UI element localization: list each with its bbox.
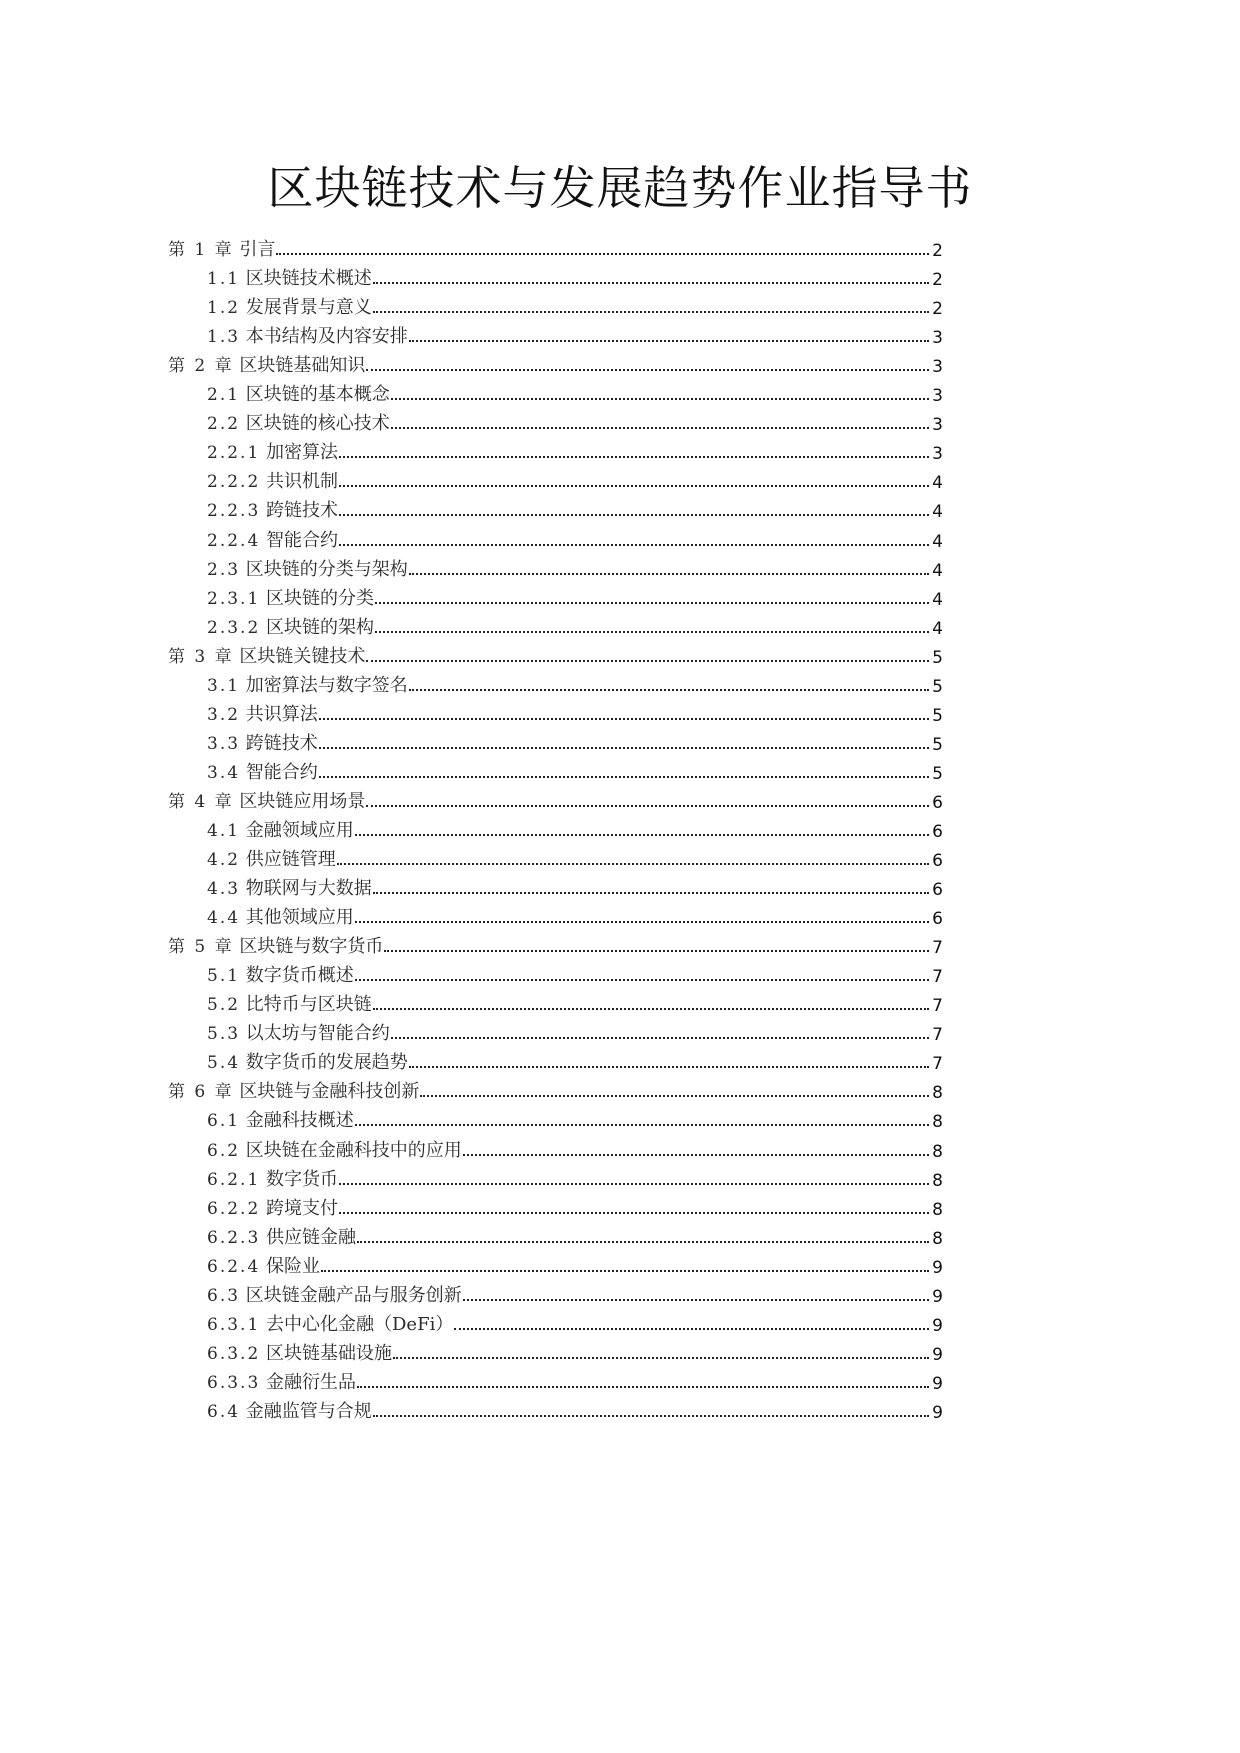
toc-entry-number: 6.3 <box>207 1285 241 1306</box>
toc-entry-section[interactable] <box>0 730 1240 759</box>
dot-leader <box>391 1035 929 1039</box>
toc-entry-text <box>207 496 943 522</box>
dot-leader <box>355 919 929 923</box>
dot-leader <box>373 890 929 894</box>
toc-entry-section[interactable] <box>0 614 1240 643</box>
toc-entry-page-number: 6 <box>932 909 943 930</box>
toc-entry-text <box>207 555 943 581</box>
toc-entry-page-number: 4 <box>932 618 943 639</box>
dot-leader <box>339 483 929 487</box>
toc-entry-number: 3.4 <box>207 762 241 783</box>
toc-entry-chapter[interactable] <box>0 1078 1240 1107</box>
toc-entry-number: 5.1 <box>207 966 241 987</box>
toc-entry-text <box>207 409 943 435</box>
dot-leader <box>373 1006 929 1010</box>
toc-entry-page-number: 4 <box>932 589 943 610</box>
toc-entry-page-number: 9 <box>932 1286 943 1307</box>
toc-entry-section[interactable] <box>0 556 1240 585</box>
toc-entry-number: 6.2.1 <box>207 1169 261 1190</box>
document-title: 区块链技术与发展趋势作业指导书 <box>267 161 973 215</box>
toc-entry-title: 加密算法与数字签名 <box>245 674 408 696</box>
dot-leader <box>409 1064 929 1068</box>
dot-leader <box>375 629 929 633</box>
dot-leader <box>391 396 929 400</box>
toc-entry-number: 第 5 章 <box>168 937 234 958</box>
toc-entry-section[interactable] <box>0 381 1240 410</box>
toc-entry-text <box>207 1136 943 1162</box>
toc-entry-title: 区块链在金融科技中的应用 <box>245 1139 462 1161</box>
toc-entry-page-number: 3 <box>932 444 943 465</box>
toc-entry-number: 2.2.4 <box>207 530 261 551</box>
toc-entry-text <box>207 903 943 929</box>
toc-entry-section[interactable] <box>0 585 1240 614</box>
dot-leader <box>319 745 929 749</box>
toc-entry-section[interactable] <box>0 817 1240 846</box>
dot-leader <box>366 658 929 662</box>
toc-entry-text <box>207 1223 943 1249</box>
toc-entry-text <box>207 671 943 697</box>
toc-entry-title: 引言 <box>239 239 276 261</box>
toc-entry-text <box>207 1339 943 1365</box>
toc-entry-page-number: 5 <box>932 763 943 784</box>
toc-entry-page-number: 5 <box>932 647 943 668</box>
toc-entry-page-number: 3 <box>932 386 943 407</box>
toc-entry-page-number: 5 <box>932 676 943 697</box>
toc-entry-title: 物联网与大数据 <box>245 878 372 900</box>
toc-entry-page-number: 4 <box>932 531 943 552</box>
toc-entry-section[interactable] <box>0 265 1240 294</box>
toc-entry-title: 区块链的架构 <box>266 616 374 638</box>
toc-entry-section[interactable] <box>0 1224 1240 1253</box>
toc-entry-chapter[interactable] <box>0 236 1240 265</box>
toc-entry-text <box>207 293 943 319</box>
toc-entry-page-number: 9 <box>932 1373 943 1394</box>
toc-entry-text <box>207 1165 943 1191</box>
toc-entry-page-number: 8 <box>932 1141 943 1162</box>
dot-leader <box>393 1355 929 1359</box>
toc-entry-section[interactable] <box>0 1195 1240 1224</box>
toc-entry-text <box>207 961 943 987</box>
toc-entry-page-number: 4 <box>932 473 943 494</box>
toc-entry-page-number: 7 <box>932 967 943 988</box>
toc-entry-title: 区块链的分类 <box>266 587 374 609</box>
toc-entry-section[interactable] <box>0 1311 1240 1340</box>
dot-leader <box>373 309 929 313</box>
toc-entry-title: 发展背景与意义 <box>245 297 372 319</box>
toc-entry-number: 6.3.1 <box>207 1314 261 1335</box>
table-of-contents <box>0 236 1240 1427</box>
toc-entry-title: 共识算法 <box>245 703 318 725</box>
toc-entry-page-number: 6 <box>932 851 943 872</box>
toc-entry-section[interactable] <box>0 904 1240 933</box>
toc-entry-page-number: 8 <box>932 1112 943 1133</box>
dot-leader <box>339 454 929 458</box>
toc-entry-section[interactable] <box>0 759 1240 788</box>
toc-entry-page-number: 8 <box>932 1199 943 1220</box>
toc-entry-number: 第 4 章 <box>168 791 234 812</box>
toc-entry-chapter[interactable] <box>0 352 1240 381</box>
dot-leader <box>357 1384 929 1388</box>
toc-entry-number: 6.2.4 <box>207 1256 261 1277</box>
toc-entry-title: 本书结构及内容安排 <box>245 326 408 348</box>
toc-entry-text <box>207 613 943 639</box>
toc-entry-section[interactable] <box>0 672 1240 701</box>
toc-entry-number: 5.2 <box>207 995 241 1016</box>
toc-entry-number: 6.3.3 <box>207 1372 261 1393</box>
toc-entry-number: 4.1 <box>207 820 241 841</box>
toc-entry-number: 2.2 <box>207 414 241 435</box>
dot-leader <box>463 1152 929 1156</box>
toc-entry-section[interactable] <box>0 846 1240 875</box>
toc-entry-page-number: 7 <box>932 1025 943 1046</box>
dot-leader <box>391 425 929 429</box>
toc-entry-number: 1.2 <box>207 298 241 319</box>
dot-leader <box>409 338 929 342</box>
toc-entry-section[interactable] <box>0 1282 1240 1311</box>
toc-entry-title: 共识机制 <box>266 471 338 493</box>
toc-entry-page-number: 6 <box>932 821 943 842</box>
dot-leader <box>366 803 929 807</box>
toc-entry-title: 区块链应用场景 <box>239 790 366 812</box>
toc-entry-title: 区块链与金融科技创新 <box>239 1081 420 1103</box>
toc-entry-section[interactable] <box>0 701 1240 730</box>
toc-entry-page-number: 4 <box>932 502 943 523</box>
dot-leader <box>319 716 929 720</box>
dot-leader <box>339 1181 929 1185</box>
toc-entry-text <box>207 1106 943 1132</box>
toc-entry-text <box>207 990 943 1016</box>
toc-entry-title: 金融科技概述 <box>245 1110 354 1132</box>
toc-entry-text <box>207 700 943 726</box>
toc-entry-title: 金融衍生品 <box>266 1371 356 1393</box>
toc-entry-title: 跨链技术 <box>245 732 318 754</box>
dot-leader <box>454 1326 929 1330</box>
toc-entry-text <box>207 438 943 464</box>
toc-entry-chapter[interactable] <box>0 643 1240 672</box>
toc-entry-number: 第 6 章 <box>168 1082 234 1103</box>
toc-entry-number: 1.1 <box>207 269 241 290</box>
toc-entry-title: 供应链管理 <box>245 849 336 871</box>
toc-entry-page-number: 5 <box>932 705 943 726</box>
dot-leader <box>357 1239 929 1243</box>
toc-entry-number: 6.3.2 <box>207 1343 261 1364</box>
toc-entry-title: 去中心化金融（DeFi） <box>266 1313 454 1335</box>
toc-entry-number: 3.3 <box>207 733 241 754</box>
toc-entry-text <box>207 1194 943 1220</box>
toc-entry-title: 跨境支付 <box>266 1197 338 1219</box>
toc-entry-text <box>207 1252 943 1278</box>
toc-entry-number: 2.3.2 <box>207 617 261 638</box>
toc-entry-text <box>207 322 943 348</box>
toc-entry-section[interactable] <box>0 991 1240 1020</box>
toc-entry-chapter[interactable] <box>0 933 1240 962</box>
dot-leader <box>373 1413 929 1417</box>
toc-entry-text <box>207 845 943 871</box>
toc-entry-section[interactable] <box>0 323 1240 352</box>
toc-entry-number: 6.2 <box>207 1140 241 1161</box>
toc-entry-title: 智能合约 <box>245 761 318 783</box>
toc-entry-title: 以太坊与智能合约 <box>245 1023 390 1045</box>
dot-leader <box>463 1297 929 1301</box>
toc-entry-section[interactable] <box>0 1340 1240 1369</box>
toc-entry-section[interactable] <box>0 1020 1240 1049</box>
toc-entry-section[interactable] <box>0 1369 1240 1398</box>
toc-entry-title: 加密算法 <box>266 442 338 464</box>
toc-entry-number: 第 3 章 <box>168 646 234 667</box>
toc-entry-section[interactable] <box>0 1107 1240 1136</box>
toc-entry-text <box>168 787 943 813</box>
toc-entry-title: 数字货币的发展趋势 <box>245 1052 408 1074</box>
dot-leader <box>420 1093 929 1097</box>
toc-entry-text <box>168 351 943 377</box>
toc-entry-title: 区块链的核心技术 <box>245 413 390 435</box>
dot-leader <box>337 861 929 865</box>
toc-entry-page-number: 3 <box>932 357 943 378</box>
toc-entry-page-number: 6 <box>932 792 943 813</box>
toc-entry-section[interactable] <box>0 497 1240 526</box>
toc-entry-title: 金融监管与合规 <box>245 1400 372 1422</box>
toc-entry-section[interactable] <box>0 875 1240 904</box>
dot-leader <box>339 1210 929 1214</box>
toc-entry-text <box>168 642 943 668</box>
toc-entry-page-number: 2 <box>932 241 943 262</box>
toc-entry-section[interactable] <box>0 410 1240 439</box>
toc-entry-number: 6.2.2 <box>207 1198 261 1219</box>
toc-entry-number: 1.3 <box>207 327 241 348</box>
toc-entry-text <box>207 380 943 406</box>
toc-entry-title: 其他领域应用 <box>245 907 354 929</box>
toc-entry-text <box>207 1397 943 1423</box>
toc-entry-title: 区块链与数字货币 <box>239 936 384 958</box>
toc-entry-title: 跨链技术 <box>266 500 338 522</box>
toc-entry-section[interactable] <box>0 1136 1240 1165</box>
toc-entry-page-number: 3 <box>932 328 943 349</box>
toc-entry-number: 2.2.1 <box>207 443 261 464</box>
toc-entry-section[interactable] <box>0 1166 1240 1195</box>
dot-leader <box>355 832 929 836</box>
toc-entry-page-number: 8 <box>932 1228 943 1249</box>
toc-entry-number: 第 2 章 <box>168 356 234 377</box>
toc-entry-section[interactable] <box>0 439 1240 468</box>
dot-leader <box>355 1122 929 1126</box>
toc-entry-section[interactable] <box>0 526 1240 555</box>
toc-entry-section[interactable] <box>0 294 1240 323</box>
toc-entry-page-number: 2 <box>932 270 943 291</box>
toc-entry-text <box>207 729 943 755</box>
toc-entry-title: 区块链金融产品与服务创新 <box>245 1284 462 1306</box>
toc-entry-text <box>207 526 943 552</box>
toc-entry-title: 数字货币 <box>266 1168 338 1190</box>
toc-entry-text <box>207 874 943 900</box>
toc-entry-page-number: 4 <box>932 560 943 581</box>
toc-entry-page-number: 9 <box>932 1257 943 1278</box>
toc-entry-page-number: 7 <box>932 996 943 1017</box>
toc-entry-page-number: 7 <box>932 1054 943 1075</box>
toc-entry-number: 2.3 <box>207 559 241 580</box>
toc-entry-number: 6.1 <box>207 1111 241 1132</box>
toc-entry-title: 数字货币概述 <box>245 965 354 987</box>
toc-entry-title: 区块链的基本概念 <box>245 384 390 406</box>
toc-entry-section[interactable] <box>0 468 1240 497</box>
toc-entry-number: 2.3.1 <box>207 588 261 609</box>
toc-entry-number: 2.2.3 <box>207 501 261 522</box>
toc-entry-number: 6.4 <box>207 1401 241 1422</box>
toc-entry-number: 3.2 <box>207 704 241 725</box>
toc-entry-number: 4.3 <box>207 879 241 900</box>
toc-entry-number: 4.4 <box>207 908 241 929</box>
toc-entry-number: 第 1 章 <box>168 240 234 261</box>
toc-entry-text <box>207 584 943 610</box>
toc-entry-page-number: 8 <box>932 1083 943 1104</box>
toc-entry-page-number: 6 <box>932 880 943 901</box>
toc-entry-section[interactable] <box>0 1398 1240 1427</box>
toc-entry-number: 4.2 <box>207 850 241 871</box>
toc-entry-title: 保险业 <box>266 1255 320 1277</box>
toc-entry-title: 区块链技术概述 <box>245 268 372 290</box>
dot-leader <box>321 1268 929 1272</box>
dot-leader <box>366 367 929 371</box>
dot-leader <box>339 542 929 546</box>
toc-entry-title: 区块链的分类与架构 <box>245 558 408 580</box>
toc-entry-text <box>207 264 943 290</box>
dot-leader <box>409 687 929 691</box>
toc-entry-title: 区块链基础知识 <box>239 355 366 377</box>
toc-entry-section[interactable] <box>0 1049 1240 1078</box>
dot-leader <box>409 571 929 575</box>
toc-entry-number: 6.2.3 <box>207 1227 261 1248</box>
toc-entry-text <box>207 467 943 493</box>
toc-entry-page-number: 5 <box>932 734 943 755</box>
toc-entry-text <box>207 1019 943 1045</box>
toc-entry-text <box>207 816 943 842</box>
toc-entry-number: 2.2.2 <box>207 472 261 493</box>
toc-entry-section[interactable] <box>0 962 1240 991</box>
toc-entry-text <box>207 1310 943 1336</box>
toc-entry-number: 3.1 <box>207 675 241 696</box>
toc-entry-title: 供应链金融 <box>266 1226 356 1248</box>
toc-entry-text <box>207 758 943 784</box>
toc-entry-text <box>207 1048 943 1074</box>
toc-entry-page-number: 2 <box>932 299 943 320</box>
dot-leader <box>339 512 929 516</box>
toc-entry-text <box>168 235 943 261</box>
toc-entry-title: 区块链基础设施 <box>266 1342 392 1364</box>
dot-leader <box>319 774 929 778</box>
toc-entry-title: 智能合约 <box>266 529 338 551</box>
toc-entry-text <box>207 1281 943 1307</box>
toc-entry-text <box>207 1368 943 1394</box>
toc-entry-page-number: 7 <box>932 938 943 959</box>
toc-entry-page-number: 9 <box>932 1344 943 1365</box>
toc-entry-number: 2.1 <box>207 385 241 406</box>
toc-entry-text <box>168 932 943 958</box>
toc-entry-title: 比特币与区块链 <box>245 994 372 1016</box>
toc-entry-page-number: 3 <box>932 415 943 436</box>
toc-entry-title: 区块链关键技术 <box>239 645 366 667</box>
dot-leader <box>276 251 929 255</box>
toc-entry-chapter[interactable] <box>0 788 1240 817</box>
dot-leader <box>373 280 929 284</box>
dot-leader <box>375 600 929 604</box>
toc-entry-page-number: 9 <box>932 1402 943 1423</box>
dot-leader <box>355 977 929 981</box>
toc-entry-section[interactable] <box>0 1253 1240 1282</box>
toc-entry-page-number: 8 <box>932 1170 943 1191</box>
dot-leader <box>384 948 929 952</box>
toc-entry-title: 金融领域应用 <box>245 819 354 841</box>
toc-entry-text <box>168 1077 943 1103</box>
toc-entry-page-number: 9 <box>932 1315 943 1336</box>
toc-entry-number: 5.3 <box>207 1024 241 1045</box>
toc-entry-number: 5.4 <box>207 1053 241 1074</box>
